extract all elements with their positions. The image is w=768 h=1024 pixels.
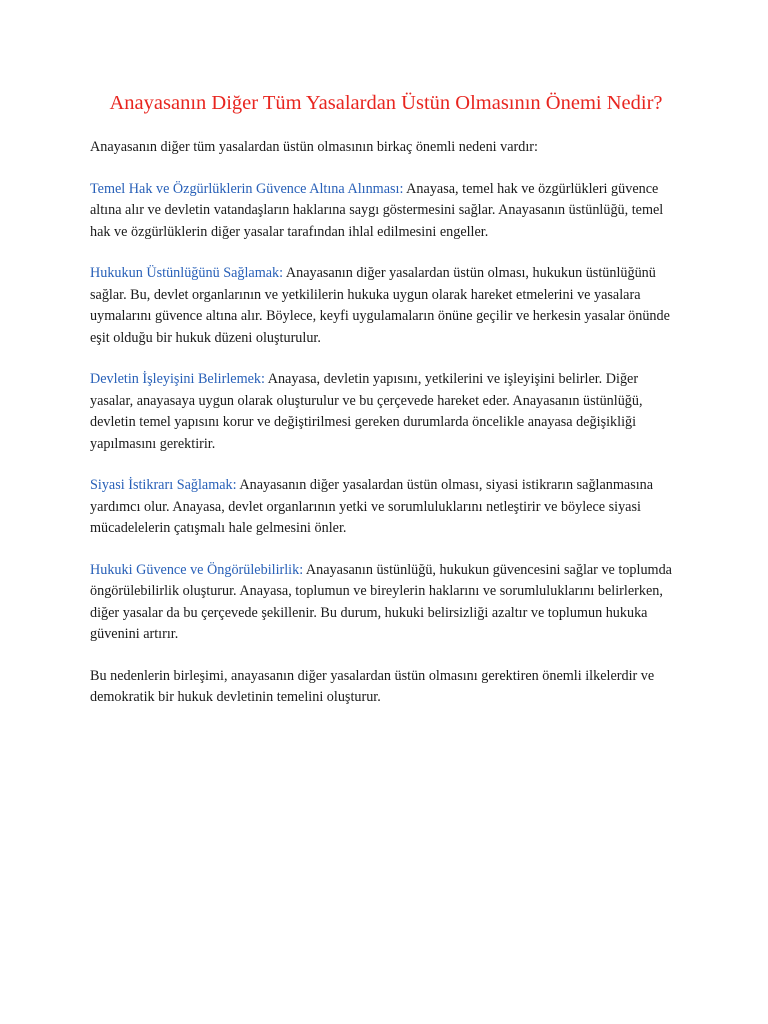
section-text: Anayasa, devletin yapısını, yetkilerini ve işleyişini belirler. Diğer yasalar, anayasaya uygun olarak oluşturulur ve bu çerçevede hareket eder. Anayasanın üstünlüğü, devletin temel yapısını korur ve değiştirilmesi gereken durumlarda öncelikle anayasa değişikliği yapılmasını gerektirir. (90, 371, 643, 452)
section-text: Anayasanın diğer yasalardan üstün olması, hukukun üstünlüğünü sağlar. Bu, devlet organlarının ve yetkililerin hukuka uygun olarak hareket etmelerini ve yasalara uymalarını güvence altına alır. Böylece, keyfi uygulamaların önüne geçilir ve herkesin yasalar önünde eşit olduğu bir hukuk düzeni oluşturulur. (90, 265, 670, 346)
section-heading: Hukuki Güvence ve Öngörülebilirlik: (90, 561, 304, 578)
section-paragraph (90, 179, 682, 244)
section-heading: Hukukun Üstünlüğünü Sağlamak: (90, 265, 284, 281)
section-text: Anayasa, temel hak ve özgürlükleri güvence altına alır ve devletin vatandaşların haklarına saygı göstermesini sağlar. Anayasanın üstünlüğü, temel hak ve özgürlüklerin diğer yasalar tarafından ihlal edilmesini engeller. (90, 180, 664, 240)
section-text: Anayasanın diğer yasalardan üstün olması, siyasi istikrarın sağlanmasına yardımcı olur. Anayasa, devlet organlarının yetki ve sorumluluklarını netleştirir ve böylece siyasi mücadelelerin çatışmalı hale gelmesini önler. (90, 477, 654, 536)
section-paragraph (90, 475, 682, 540)
section-heading: Temel Hak ve Özgürlüklerin Güvence Altına Alınması: (90, 180, 404, 197)
intro-paragraph: Anayasanın diğer tüm yasalardan üstün olmasının birkaç önemli nedeni vardır: (90, 139, 538, 155)
section-text: Anayasanın üstünlüğü, hukukun güvencesini sağlar ve toplumda öngörülebilirlik oluşturur. Anayasa, toplumun ve bireylerin haklarını ve sorumluluklarını belirlerken, diğer yasalar da bu çerçevede şekillenir. Bu durum, hukuki belirsizliği azaltır ve toplumun hukuka güvenini artırır. (90, 561, 672, 642)
section-paragraph (90, 560, 682, 646)
section-paragraph (90, 263, 682, 349)
section-paragraph (90, 369, 682, 455)
section-heading: Devletin İşleyişini Belirlemek: (90, 371, 265, 387)
closing-paragraph: Bu nedenlerin birleşimi, anayasanın diğer yasalardan üstün olmasını gerektiren önemli ilkelerdir ve demokratik bir hukuk devletinin temelini oluşturur. (90, 667, 655, 705)
page-title: Anayasanın Diğer Tüm Yasalardan Üstün Olmasının Önemi Nedir? (109, 92, 663, 114)
section-heading: Siyasi İstikrarı Sağlamak: (90, 477, 237, 493)
document-page (90, 88, 682, 709)
